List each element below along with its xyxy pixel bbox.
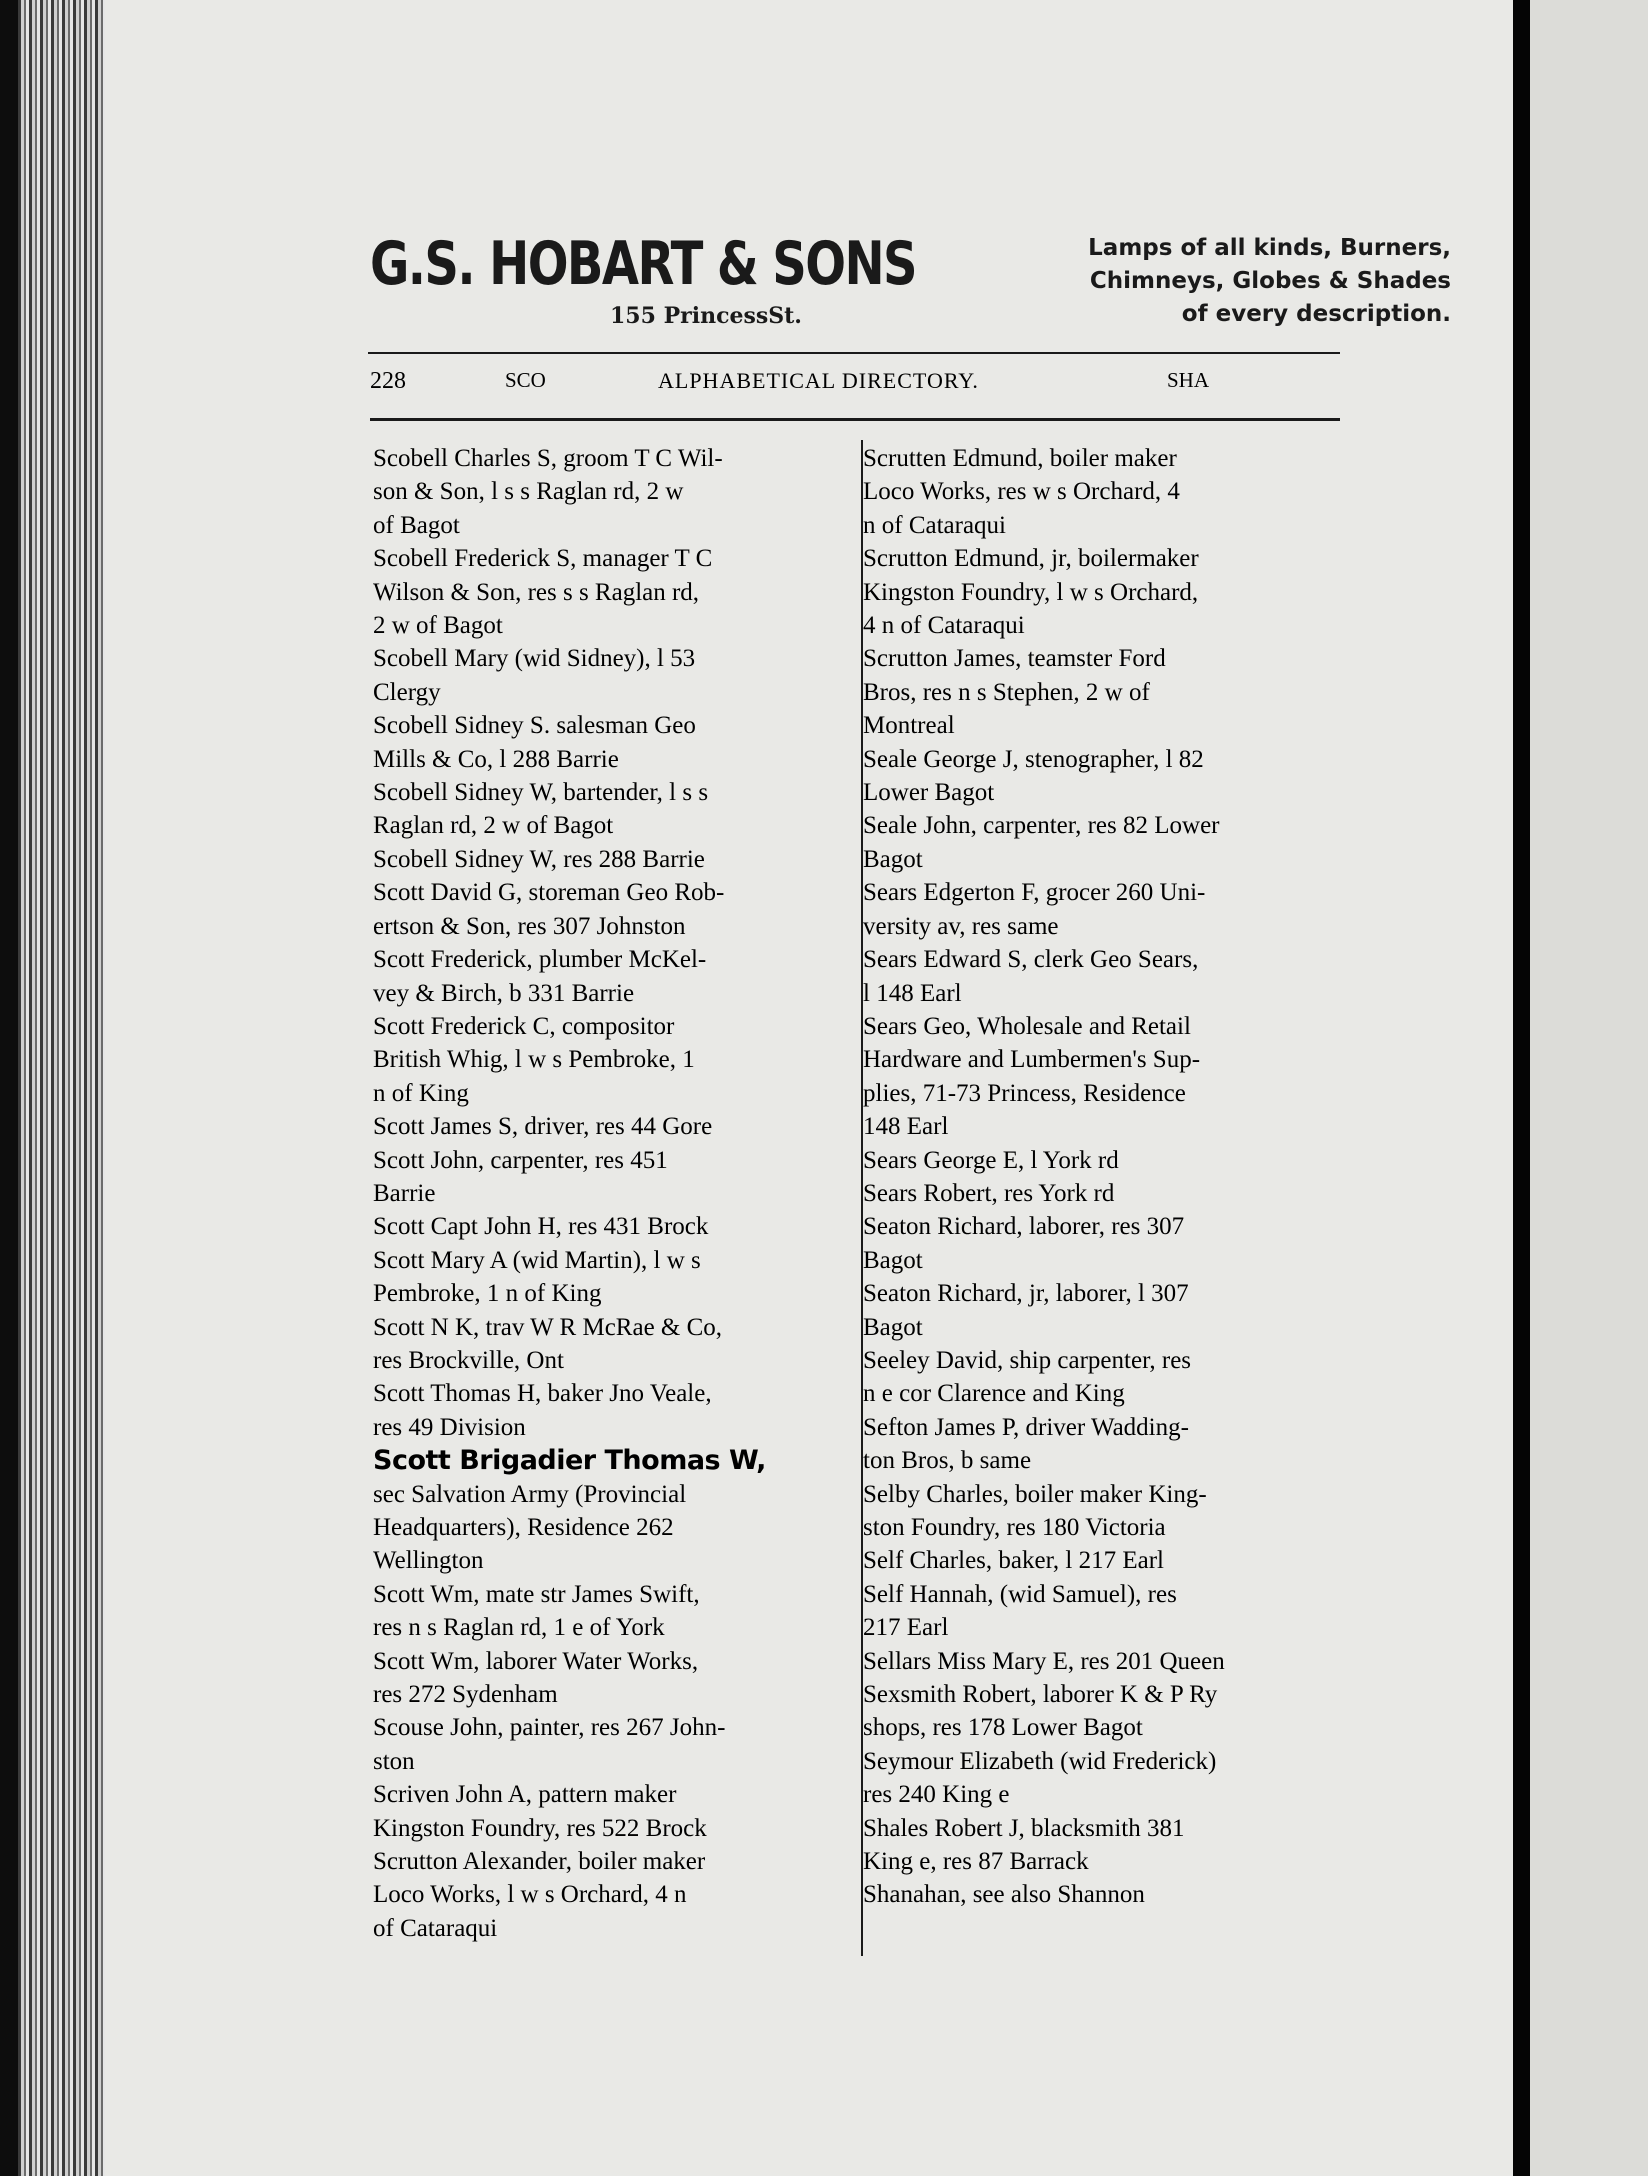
advertiser-name: G.S. HOBART & SONS xyxy=(370,229,917,299)
entry-line: res Brockville, Ont xyxy=(373,1346,564,1374)
entry-line: Scobell Sidney S. salesman Geo xyxy=(373,712,696,740)
left-column xyxy=(373,442,859,1945)
entry-line: Scott David G, storeman Geo Rob- xyxy=(373,879,725,907)
advertiser-address: 155 PrincessSt. xyxy=(610,303,802,329)
entry-line: Seeley David, ship carpenter, res xyxy=(863,1346,1192,1374)
entry-line: of Bagot xyxy=(373,511,460,539)
running-head xyxy=(370,368,1340,402)
directory-entry xyxy=(863,1144,1351,1177)
entry-line: Scott John, carpenter, res 451 xyxy=(373,1146,668,1174)
directory-entry xyxy=(863,1812,1351,1879)
entry-line: vey & Birch, b 331 Barrie xyxy=(373,979,635,1007)
entry-line: Scobell Sidney W, bartender, l s s xyxy=(373,779,709,807)
entry-line: Kingston Foundry, l w s Orchard, xyxy=(863,578,1199,606)
directory-entry xyxy=(863,1745,1351,1812)
entry-line: ston Foundry, res 180 Victoria xyxy=(863,1514,1166,1541)
directory-entry xyxy=(863,1544,1351,1577)
directory-entry xyxy=(863,1177,1351,1210)
directory-entry xyxy=(863,943,1351,1010)
entry-line: Barrie xyxy=(373,1179,436,1207)
directory-entry xyxy=(373,843,859,876)
entry-line: Scobell Charles S, groom T C Wil- xyxy=(373,445,723,472)
entry-line: Seale George J, stenographer, l 82 xyxy=(863,745,1204,773)
directory-entry xyxy=(373,876,859,943)
entry-line: Wellington xyxy=(373,1547,484,1575)
entry-line: of Cataraqui xyxy=(373,1914,498,1942)
entry-line: Scott Wm, laborer Water Works, xyxy=(373,1647,699,1675)
directory-entry xyxy=(863,1010,1351,1144)
directory-entry xyxy=(373,1010,859,1110)
entry-line: Headquarters), Residence 262 xyxy=(373,1514,674,1541)
entry-line: Shales Robert J, blacksmith 381 xyxy=(863,1814,1185,1842)
entry-line: King e, res 87 Barrack xyxy=(863,1848,1089,1876)
entry-line: Montreal xyxy=(863,712,955,740)
directory-entry xyxy=(373,1444,859,1578)
directory-entry xyxy=(373,1311,859,1378)
entry-line: Loco Works, l w s Orchard, 4 n xyxy=(373,1881,687,1909)
entry-line: Bagot xyxy=(863,1246,923,1274)
directory-entry xyxy=(373,1578,859,1645)
entry-line: Scobell Frederick S, manager T C xyxy=(373,545,713,573)
directory-entry xyxy=(863,1678,1351,1745)
entry-line: Scrutton Alexander, boiler maker xyxy=(373,1848,706,1876)
entry-line: Hardware and Lumbermen's Sup- xyxy=(863,1046,1201,1074)
directory-entry xyxy=(373,1244,859,1311)
tagline-line: of every description. xyxy=(1181,301,1451,327)
directory-entry xyxy=(373,442,859,542)
directory-entry xyxy=(863,442,1351,542)
entry-line: 148 Earl xyxy=(863,1113,949,1141)
entry-line: Scobell Sidney W, res 288 Barrie xyxy=(373,845,705,873)
directory-entry xyxy=(373,1711,859,1778)
facing-page-edge xyxy=(1530,0,1648,2176)
entry-line: Lower Bagot xyxy=(863,779,995,807)
entry-line: Sears Robert, res York rd xyxy=(863,1179,1115,1207)
entry-line: Scott Thomas H, baker Jno Veale, xyxy=(373,1380,712,1408)
directory-entry xyxy=(373,1110,859,1143)
entry-line: l 148 Earl xyxy=(863,979,962,1007)
entry-line: Loco Works, res w s Orchard, 4 xyxy=(863,478,1180,506)
entry-line: Scott N K, trav W R McRae & Co, xyxy=(373,1313,723,1341)
entry-line: shops, res 178 Lower Bagot xyxy=(863,1714,1143,1742)
directory-entry xyxy=(373,642,859,709)
directory-entry xyxy=(863,1878,1351,1911)
directory-entry xyxy=(373,1645,859,1712)
entry-line: versity av, res same xyxy=(863,912,1059,940)
entry-line: Sexsmith Robert, laborer K & P Ry xyxy=(863,1681,1218,1709)
entry-line: Scrutten Edmund, boiler maker xyxy=(863,445,1177,472)
page-edges xyxy=(18,0,108,2176)
entry-line: Wilson & Son, res s s Raglan rd, xyxy=(373,578,700,606)
entry-line: 2 w of Bagot xyxy=(373,612,503,640)
advertiser-tagline xyxy=(981,232,1451,331)
directory-entry xyxy=(863,642,1351,742)
entry-line: n of King xyxy=(373,1079,469,1107)
directory-entry xyxy=(863,1344,1351,1411)
entry-line: Seaton Richard, laborer, res 307 xyxy=(863,1213,1185,1241)
directory-entry xyxy=(863,743,1351,810)
entry-line: Scott Brigadier Thomas W, xyxy=(373,1445,766,1477)
entry-line: Seaton Richard, jr, laborer, l 307 xyxy=(863,1280,1189,1308)
directory-entry xyxy=(863,1578,1351,1645)
entry-line: Shanahan, see also Shannon xyxy=(863,1881,1145,1909)
entry-line: plies, 71-73 Princess, Residence xyxy=(863,1079,1186,1107)
entry-line: ertson & Son, res 307 Johnston xyxy=(373,912,686,940)
entry-line: 4 n of Cataraqui xyxy=(863,612,1025,640)
entry-line: Scott James S, driver, res 44 Gore xyxy=(373,1113,713,1141)
entry-line: Pembroke, 1 n of King xyxy=(373,1280,602,1308)
entry-line: n of Cataraqui xyxy=(863,511,1007,539)
entry-line: Bagot xyxy=(863,1313,923,1341)
entry-line: Scott Capt John H, res 431 Brock xyxy=(373,1213,709,1241)
tagline-line: Lamps of all kinds, Burners, xyxy=(1088,235,1451,261)
entry-line: Sears George E, l York rd xyxy=(863,1146,1119,1174)
entry-line: Scott Wm, mate str James Swift, xyxy=(373,1580,700,1608)
entry-line: Scrutton James, teamster Ford xyxy=(863,645,1166,673)
directory-entry xyxy=(863,809,1351,876)
entry-line: res n s Raglan rd, 1 e of York xyxy=(373,1614,665,1642)
directory-entry xyxy=(373,943,859,1010)
entry-line: ton Bros, b same xyxy=(863,1447,1032,1475)
directory-entry xyxy=(373,1778,859,1845)
directory-entry xyxy=(863,1478,1351,1545)
entry-line: Scott Mary A (wid Martin), l w s xyxy=(373,1246,701,1274)
entry-line: Scobell Mary (wid Sidney), l 53 xyxy=(373,645,696,673)
entry-line: British Whig, l w s Pembroke, 1 xyxy=(373,1046,695,1074)
entry-line: Self Hannah, (wid Samuel), res xyxy=(863,1580,1177,1608)
directory-entry xyxy=(373,1210,859,1243)
directory-entry xyxy=(863,876,1351,943)
entry-line: Scrutton Edmund, jr, boilermaker xyxy=(863,545,1199,573)
entry-line: n e cor Clarence and King xyxy=(863,1380,1125,1408)
entry-line: Scouse John, painter, res 267 John- xyxy=(373,1714,726,1742)
directory-entry xyxy=(863,1277,1351,1344)
directory-entry xyxy=(863,542,1351,642)
range-end: SHA xyxy=(1167,368,1210,392)
entry-line: res 240 King e xyxy=(863,1781,1010,1809)
entry-line: Kingston Foundry, res 522 Brock xyxy=(373,1814,707,1842)
right-column xyxy=(863,442,1351,1912)
entry-line: Bagot xyxy=(863,845,923,873)
entry-line: Seale John, carpenter, res 82 Lower xyxy=(863,812,1220,840)
directory-entry xyxy=(373,1144,859,1211)
entry-line: Sears Edward S, clerk Geo Sears, xyxy=(863,946,1199,974)
tagline-line: Chimneys, Globes & Shades xyxy=(1089,268,1451,294)
entry-line: Clergy xyxy=(373,678,441,706)
entry-line: son & Son, l s s Raglan rd, 2 w xyxy=(373,478,684,506)
entry-line: Sears Geo, Wholesale and Retail xyxy=(863,1012,1191,1040)
entry-line: Raglan rd, 2 w of Bagot xyxy=(373,812,614,840)
entry-line: Self Charles, baker, l 217 Earl xyxy=(863,1547,1164,1575)
directory-entry xyxy=(863,1645,1351,1678)
entry-line: Sellars Miss Mary E, res 201 Queen xyxy=(863,1647,1225,1675)
entry-line: sec Salvation Army (Provincial xyxy=(373,1480,687,1508)
entry-line: res 272 Sydenham xyxy=(373,1681,558,1709)
entry-line: 217 Earl xyxy=(863,1614,949,1642)
entry-line: Sefton James P, driver Wadding- xyxy=(863,1413,1189,1441)
directory-title: ALPHABETICAL DIRECTORY. xyxy=(658,368,979,393)
range-start: SCO xyxy=(505,368,546,392)
directory-entry xyxy=(373,776,859,843)
entry-line: Seymour Elizabeth (wid Frederick) xyxy=(863,1747,1217,1775)
entry-line: Mills & Co, l 288 Barrie xyxy=(373,745,619,773)
entry-line: Selby Charles, boiler maker King- xyxy=(863,1480,1207,1508)
entry-line: Sears Edgerton F, grocer 260 Uni- xyxy=(863,879,1206,907)
directory-entry xyxy=(373,1377,859,1444)
entry-line: ston xyxy=(373,1747,415,1775)
running-head-rule xyxy=(370,418,1340,421)
entry-line: Scott Frederick C, compositor xyxy=(373,1012,675,1040)
page-number: 228 xyxy=(370,368,406,394)
directory-entry xyxy=(863,1210,1351,1277)
entry-line: Bros, res n s Stephen, 2 w of xyxy=(863,678,1150,706)
directory-entry xyxy=(373,709,859,776)
entry-line: res 49 Division xyxy=(373,1413,526,1441)
header-rule xyxy=(368,352,1340,354)
entry-line: Scott Frederick, plumber McKel- xyxy=(373,946,707,974)
directory-entry xyxy=(373,542,859,642)
directory-entry xyxy=(863,1411,1351,1478)
directory-entry xyxy=(373,1845,859,1945)
entry-line: Scriven John A, pattern maker xyxy=(373,1781,677,1809)
